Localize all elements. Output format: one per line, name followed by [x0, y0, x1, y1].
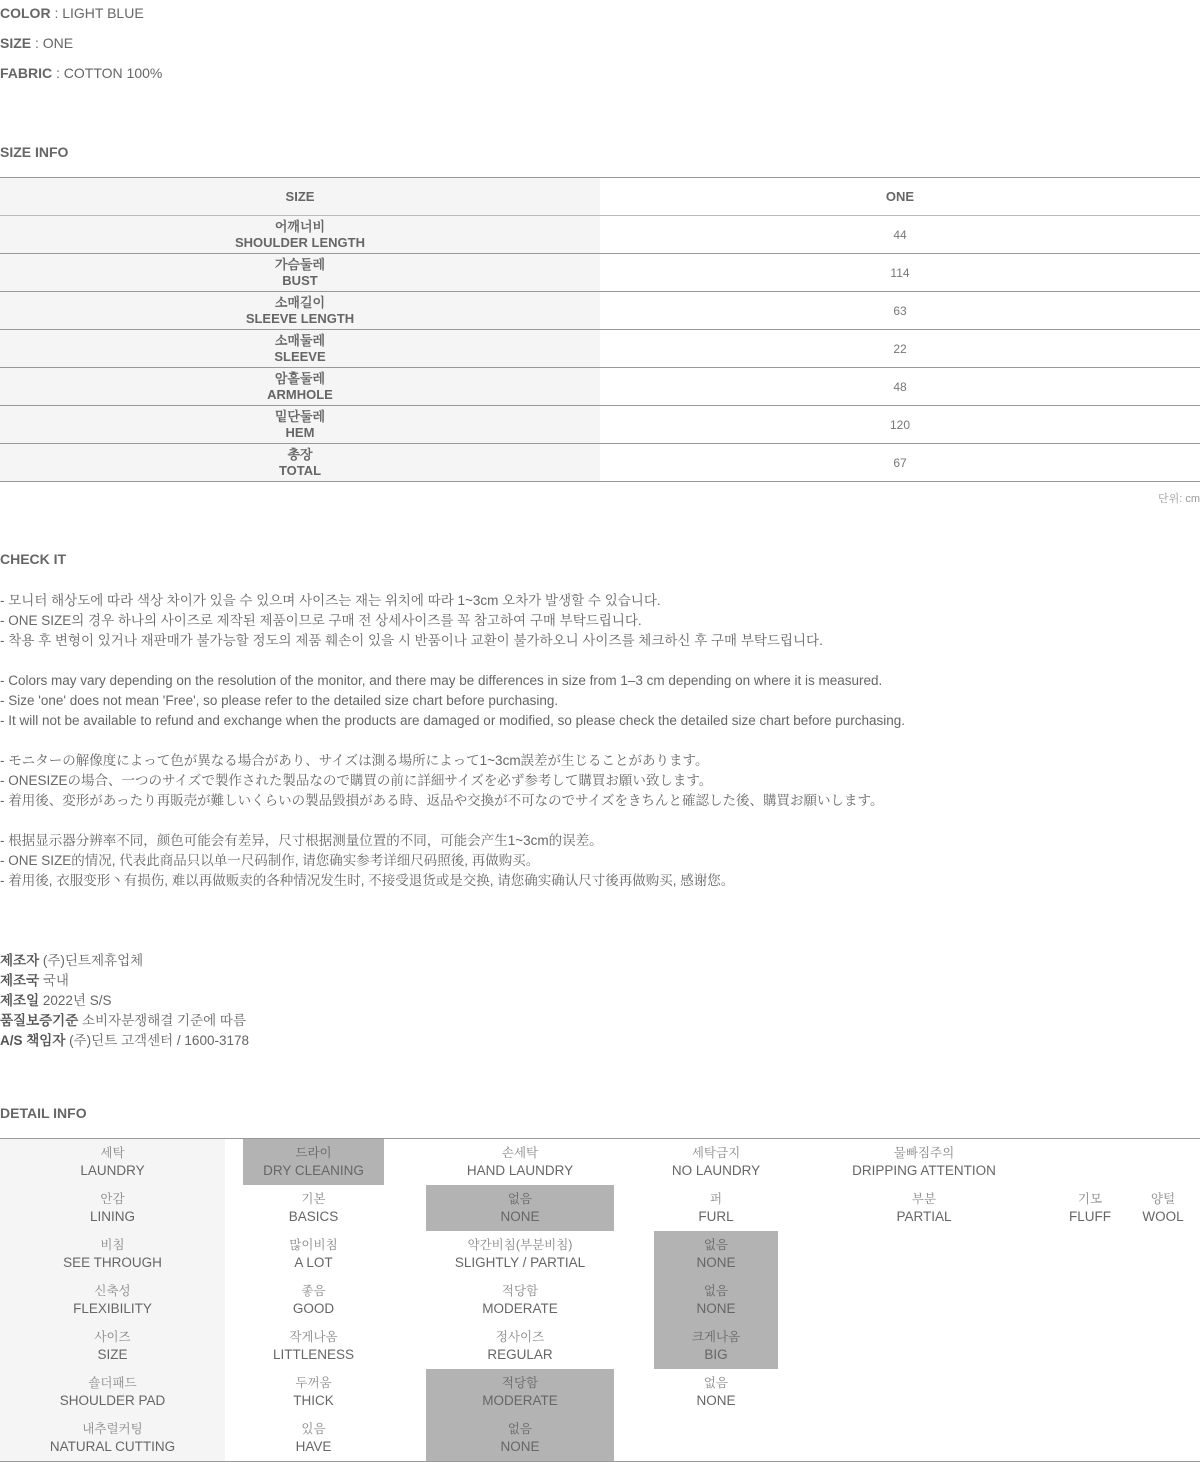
detail-label-en: SEE THROUGH [63, 1255, 162, 1270]
maker-row [0, 1031, 249, 1051]
size-row-label-ko: 소매길이 [274, 294, 326, 310]
size-row-label-en: SHOULDER LENGTH [235, 234, 365, 250]
note-line: - ONESIZEの場合、一つのサイズで製作された製品なので購買の前に詳細サイズを必ず参考して購買お願い致します。 [0, 773, 713, 788]
detail-option [243, 1185, 384, 1231]
note-line: - 根据显示器分辨率不同，颜色可能会有差异，尺寸根据测量位置的不同，可能会产生1~3cm的误差。 [0, 833, 603, 848]
detail-option [808, 1139, 1040, 1185]
maker-row-value: (주)딘트제휴업체 [39, 953, 144, 968]
size-row-label [0, 216, 600, 253]
detail-option-selected [426, 1369, 614, 1415]
detail-option-ko: 손세탁 [501, 1146, 539, 1160]
detail-option [426, 1231, 614, 1277]
detail-label-ko: 숄더패드 [88, 1376, 137, 1390]
detail-option-en: NONE [696, 1301, 736, 1316]
detail-option-en: REGULAR [487, 1347, 553, 1362]
spec-size-value: : ONE [31, 35, 74, 51]
detail-option-selected [243, 1139, 384, 1185]
detail-option-en: WOOL [1142, 1209, 1184, 1224]
size-row-label-en: SLEEVE [274, 348, 326, 364]
detail-info-title: DETAIL INFO [0, 1105, 87, 1121]
detail-option-en: MODERATE [482, 1301, 558, 1316]
detail-option-en: PARTIAL [896, 1209, 952, 1224]
detail-option-en: FLUFF [1069, 1209, 1111, 1224]
spec-fabric [0, 65, 162, 81]
size-row-label-en: HEM [285, 424, 315, 440]
detail-label-en: NATURAL CUTTING [49, 1439, 176, 1454]
detail-row-label [0, 1185, 225, 1231]
detail-option [243, 1231, 384, 1277]
detail-option-ko: 정사이즈 [495, 1330, 545, 1344]
detail-option-ko: 약간비침(부분비침) [467, 1238, 573, 1252]
detail-option [654, 1369, 778, 1415]
detail-option [426, 1139, 614, 1185]
size-row-label-ko: 암홀둘레 [274, 370, 326, 386]
detail-label-ko: 세탁 [100, 1146, 125, 1160]
maker-row [0, 951, 249, 971]
detail-row-label [0, 1139, 225, 1185]
note-line: - 着用後、変形があったり再販売が難しいくらいの製品毀損がある時、返品や交換が不可なのでサイズをきちんと確認した後、購買お願いします。 [0, 793, 884, 808]
detail-option-ko: 세탁금지 [691, 1146, 741, 1160]
detail-label-ko: 신축성 [94, 1284, 131, 1298]
size-row-label-en: TOTAL [278, 462, 322, 478]
detail-option-ko: 없음 [703, 1376, 729, 1390]
detail-option [1128, 1185, 1198, 1231]
size-info-title: SIZE INFO [0, 144, 69, 160]
detail-option-en: NONE [500, 1209, 540, 1224]
note-line: - Size 'one' does not mean 'Free', so please refer to the detailed size chart before purchasing. [0, 693, 559, 708]
detail-row [0, 1277, 1200, 1323]
detail-option-ko: 없음 [703, 1284, 729, 1298]
detail-option-ko: 물빠짐주의 [893, 1146, 955, 1160]
detail-option-ko: 좋음 [301, 1284, 326, 1298]
size-table-body [0, 216, 1200, 482]
detail-option-en: NONE [696, 1393, 736, 1408]
detail-option-ko: 기본 [301, 1192, 326, 1206]
detail-row-label [0, 1231, 225, 1277]
size-row [0, 292, 1200, 330]
detail-option [243, 1369, 384, 1415]
detail-option-ko: 기모 [1077, 1192, 1103, 1206]
detail-option-ko: 많이비침 [289, 1238, 338, 1252]
check-it-title: CHECK IT [0, 551, 67, 567]
detail-row [0, 1415, 1200, 1461]
detail-row [0, 1323, 1200, 1369]
maker-row-label: 제조일 [0, 993, 40, 1008]
detail-option-ko: 퍼 [709, 1192, 723, 1206]
spec-color [0, 5, 144, 21]
detail-label-ko: 안감 [100, 1192, 125, 1206]
detail-option-selected [654, 1323, 778, 1369]
maker-row-label: A/S 책임자 [0, 1033, 66, 1048]
detail-option [243, 1415, 384, 1461]
size-row-label [0, 292, 600, 329]
spec-fabric-label: FABRIC [0, 65, 53, 81]
note-paragraph [0, 831, 905, 891]
detail-option-selected [426, 1415, 614, 1461]
size-row-value: 63 [893, 303, 907, 318]
size-row [0, 254, 1200, 292]
size-row-label [0, 368, 600, 405]
size-row-value: 120 [889, 417, 911, 432]
spec-size [0, 35, 73, 51]
maker-row [0, 991, 249, 1011]
detail-option-ko: 없음 [703, 1238, 729, 1252]
detail-row [0, 1231, 1200, 1277]
size-row-label [0, 406, 600, 443]
note-line: - Colors may vary depending on the resolution of the monitor, and there may be differences in size from 1–3 cm depending on where it is measured. [0, 673, 883, 688]
note-line: - 모니터 해상도에 따라 색상 차이가 있을 수 있으며 사이즈는 재는 위치에 따라 1~3cm 오차가 발생할 수 있습니다. [0, 593, 661, 608]
size-row-label-en: ARMHOLE [267, 386, 333, 402]
detail-row [0, 1139, 1200, 1185]
size-row [0, 368, 1200, 406]
size-table-header [0, 178, 1200, 216]
detail-option-en: SLIGHTLY / PARTIAL [454, 1255, 586, 1270]
detail-option-selected [654, 1231, 778, 1277]
note-paragraph [0, 671, 905, 731]
detail-label-en: SIZE [97, 1347, 128, 1362]
maker-row [0, 971, 249, 991]
detail-option-en: FURL [698, 1209, 734, 1224]
detail-option [243, 1277, 384, 1323]
detail-label-en: LAUNDRY [80, 1163, 145, 1178]
maker-row-value: 소비자분쟁해결 기준에 따름 [78, 1013, 246, 1028]
detail-row-label [0, 1415, 225, 1461]
note-paragraph [0, 751, 905, 811]
spec-color-label: COLOR [0, 5, 51, 21]
maker-row-value: 국내 [39, 973, 69, 988]
size-row-value: 114 [890, 265, 910, 280]
detail-option-en: GOOD [292, 1301, 335, 1316]
detail-option-en: BIG [704, 1347, 728, 1362]
detail-option-en: DRIPPING ATTENTION [852, 1163, 996, 1178]
detail-row-label [0, 1369, 225, 1415]
detail-option-ko: 작게나옴 [289, 1330, 338, 1344]
detail-option-en: HAVE [295, 1439, 332, 1454]
note-line: - ONE SIZE의 경우 하나의 사이즈로 제작된 제품이므로 구매 전 상세사이즈를 꼭 참고하여 구매 부탁드립니다. [0, 613, 642, 628]
maker-row-label: 품질보증기준 [0, 1013, 79, 1028]
detail-label-ko: 사이즈 [94, 1330, 131, 1344]
size-row-label-ko: 총장 [287, 446, 313, 462]
detail-option-ko: 양털 [1150, 1192, 1176, 1206]
size-row-value: 22 [893, 341, 907, 356]
detail-option-en: MODERATE [482, 1393, 558, 1408]
size-row [0, 216, 1200, 254]
size-header-size: SIZE [0, 178, 600, 215]
size-row [0, 444, 1200, 482]
size-row-label-ko: 가슴둘레 [274, 256, 326, 272]
detail-option-en: A LOT [294, 1255, 333, 1270]
note-line: - モニターの解像度によって色が異なる場合があり、サイズは測る場所によって1~3cm誤差が生じることがあります。 [0, 753, 709, 768]
check-it-notes [0, 591, 905, 911]
detail-info-table [0, 1138, 1200, 1462]
detail-option-en: BASICS [288, 1209, 339, 1224]
detail-option [243, 1323, 384, 1369]
size-row-value: 67 [893, 455, 907, 470]
detail-label-ko: 비침 [100, 1238, 125, 1252]
size-row-label-en: SLEEVE LENGTH [245, 310, 355, 326]
size-row [0, 330, 1200, 368]
detail-option-en: DRY CLEANING [263, 1163, 364, 1178]
maker-row [0, 1011, 249, 1031]
unit-note: 단위: cm [1157, 493, 1200, 505]
detail-option-en: NONE [696, 1255, 736, 1270]
detail-option-ko: 크게나옴 [691, 1330, 741, 1344]
detail-option-en: NONE [500, 1439, 540, 1454]
detail-label-ko: 내추럴커팅 [82, 1422, 143, 1436]
detail-option-selected [426, 1185, 614, 1231]
size-header-one: ONE [885, 189, 915, 204]
detail-option-selected [654, 1277, 778, 1323]
detail-option-ko: 두꺼움 [295, 1376, 332, 1390]
size-row [0, 406, 1200, 444]
detail-option [654, 1185, 778, 1231]
maker-info [0, 951, 249, 1051]
size-row-label-ko: 밑단둘레 [274, 408, 326, 424]
note-paragraph [0, 591, 905, 651]
detail-option [654, 1139, 778, 1185]
size-row-label [0, 444, 600, 481]
detail-label-en: SHOULDER PAD [59, 1393, 166, 1408]
detail-row-label [0, 1323, 225, 1369]
detail-option-ko: 부분 [911, 1192, 937, 1206]
detail-option-en: THICK [293, 1393, 334, 1408]
size-row-label [0, 254, 600, 291]
maker-row-label: 제조국 [0, 973, 40, 988]
size-row-label [0, 330, 600, 367]
detail-option-ko: 없음 [507, 1422, 533, 1436]
size-table [0, 177, 1200, 482]
detail-option-ko: 적당함 [501, 1284, 539, 1298]
size-row-label-en: BUST [282, 272, 318, 288]
detail-option-ko: 있음 [301, 1422, 326, 1436]
note-line: - 着用後, 衣服变形丶有损伤, 难以再做贩卖的各种情况发生时, 不接受退货或是交换, 请您确实确认尺寸後再做购买, 感谢您。 [0, 873, 735, 888]
maker-row-value: (주)딘트 고객센터 / 1600-3178 [65, 1033, 249, 1048]
note-line: - 착용 후 변형이 있거나 재판매가 불가능할 정도의 제품 훼손이 있을 시 반품이나 교환이 불가하오니 사이즈를 체크하신 후 구매 부탁드립니다. [0, 633, 823, 648]
detail-option [808, 1185, 1040, 1231]
detail-label-en: FLEXIBILITY [73, 1301, 152, 1316]
detail-option [426, 1323, 614, 1369]
size-row-label-ko: 어깨너비 [274, 218, 326, 234]
note-line: - ONE SIZE的情况, 代表此商品只以单一尺码制作, 请您确实参考详细尺码照後, 再做购买。 [0, 853, 540, 868]
spec-size-label: SIZE [0, 35, 32, 51]
detail-row [0, 1185, 1200, 1231]
size-row-value: 44 [893, 227, 907, 242]
maker-row-label: 제조자 [0, 953, 40, 968]
detail-option-ko: 없음 [507, 1192, 533, 1206]
size-row-label-ko: 소매둘레 [274, 332, 326, 348]
detail-label-en: LINING [89, 1209, 135, 1224]
note-line: - It will not be available to refund and exchange when the products are damaged or modified, so please check the detailed size chart before purchasing. [0, 713, 906, 728]
spec-color-value: : LIGHT BLUE [50, 5, 144, 21]
detail-option [426, 1277, 614, 1323]
detail-option-ko: 적당함 [501, 1376, 539, 1390]
detail-option-en: LITTLENESS [272, 1347, 355, 1362]
detail-option-en: NO LAUNDRY [671, 1163, 761, 1178]
detail-row [0, 1369, 1200, 1415]
detail-row-label [0, 1277, 225, 1323]
detail-option-en: HAND LAUNDRY [466, 1163, 574, 1178]
maker-row-value: 2022년 S/S [39, 993, 112, 1008]
detail-option-ko: 드라이 [295, 1146, 332, 1160]
detail-option [1055, 1185, 1125, 1231]
spec-fabric-value: : COTTON 100% [52, 65, 163, 81]
size-row-value: 48 [893, 379, 907, 394]
